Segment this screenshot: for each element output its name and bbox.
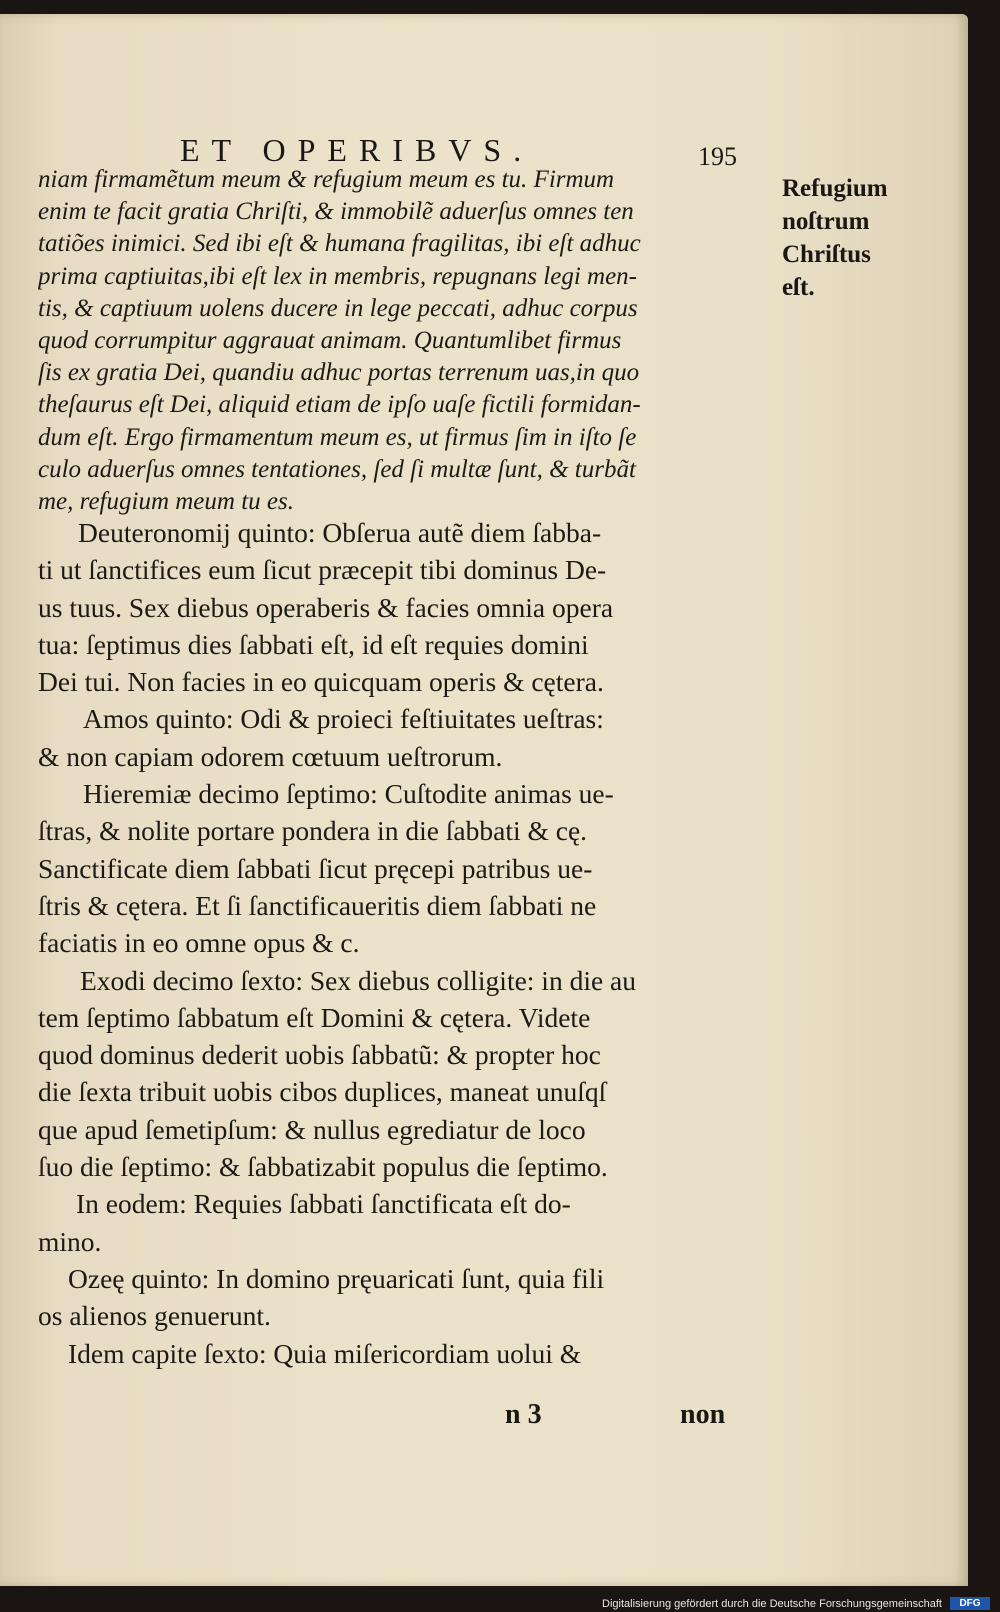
text-line: Idem capite ſexto: Quia miſericordiam uolui & [68,1337,582,1369]
signature-mark: n 3 [505,1399,542,1430]
text-line: quod corrumpitur aggrauat animam. Quantumlibet firmus [38,327,622,355]
roman-passage [38,514,773,1372]
text-line: us tuus. Sex diebus operaberis & facies omnia opera [38,591,614,623]
marginal-note-line: noſtrum [782,208,870,235]
running-title: ET OPERIBVS. [180,132,534,168]
text-line: prima captiuitas,ibi eſt lex in membris, repugnans legi men- [38,262,637,290]
page-number: 195 [698,142,737,171]
text-line: quod dominus dederit uobis ſabbatũ: & propter hoc [38,1039,601,1071]
text-line: tua: ſeptimus dies ſabbati eſt, id eſt requies domini [38,628,589,660]
text-line: die ſexta tribuit uobis cibos duplices, maneat unuſqſ [38,1076,607,1108]
text-line: faciatis in eo omne opus & c. [38,927,360,959]
text-line: me, refugium meum tu es. [38,488,294,516]
text-line: Dei tui. Non facies in eo quicquam operis & cętera. [38,666,604,698]
text-line: Ozeę quinto: In domino pręuaricati ſunt, quia fili [68,1262,605,1294]
text-line: culo aduerſus omnes tentationes, ſed ſi multæ ſunt, & turbãt [38,455,636,483]
text-line: ſuo die ſeptimo: & ſabbatizabit populus die ſeptimo. [38,1151,608,1183]
dfg-logo: DFG [950,1597,990,1610]
book-page [0,14,968,1586]
text-line: Sanctificate diem ſabbati ſicut pręcepi patribus ue- [38,852,593,884]
text-line: & non capiam odorem cœtuum ueſtrorum. [38,740,503,772]
text-line: niam firmamẽtum meum & refugium meum es tu. Firmum [38,166,615,193]
text-line: ſtras, & nolite portare pondera in die ſabbati & cę. [38,815,588,847]
text-line: Amos quinto: Odi & proieci feſtiuitates ueſtras: [83,703,604,735]
text-line: Hieremiæ decimo ſeptimo: Cuſtodite animas ue- [83,778,614,810]
text-line: In eodem: Requies ſabbati ſanctificata eſt do- [76,1188,571,1220]
text-line: ſtris & cętera. Et ſi ſanctificaueritis diem ſabbati ne [38,889,597,921]
text-line: tis, & captiuum uolens ducere in lege peccati, adhuc corpus [38,294,638,322]
marginal-note-line: eſt. [782,274,815,301]
text-line: Deuteronomij quinto: Obſerua autẽ diem ſabba- [78,517,602,548]
digitization-credit: Digitalisierung gefördert durch die Deutsche Forschungsgemeinschaft [602,1598,942,1610]
text-line: tem ſeptimo ſabbatum eſt Domini & cętera. Videte [38,1001,591,1033]
text-line: tatiões inimici. Sed ibi eſt & humana fragilitas, ibi eſt adhuc [38,230,641,258]
text-line: ti ut ſanctifices eum ſicut præcepit tibi dominus De- [38,554,607,586]
text-line: mino. [38,1225,102,1257]
text-line: os alienos genuerunt. [38,1300,271,1332]
text-line: que apud ſemetipſum: & nullus egrediatur de loco [38,1113,586,1145]
marginal-note-line: Refugium [782,175,888,202]
text-line: ſis ex gratia Dei, quandiu adhuc portas terrenum uas,in quo [38,359,640,387]
italic-passage [38,164,773,518]
text-line: theſaurus eſt Dei, aliquid etiam de ipſo uaſe fictili formidan- [38,391,641,419]
text-line: enim te facit gratia Chriſti, & immobilẽ aduerſus omnes ten [38,198,634,226]
text-line: Exodi decimo ſexto: Sex diebus colligite: in die au [80,964,637,996]
catchword: non [680,1399,726,1430]
text-line: dum eſt. Ergo firmamentum meum es, ut firmus ſim in iſto ſe [38,423,637,451]
marginal-note-line: Chriſtus [782,241,871,268]
marginal-note [782,172,932,304]
